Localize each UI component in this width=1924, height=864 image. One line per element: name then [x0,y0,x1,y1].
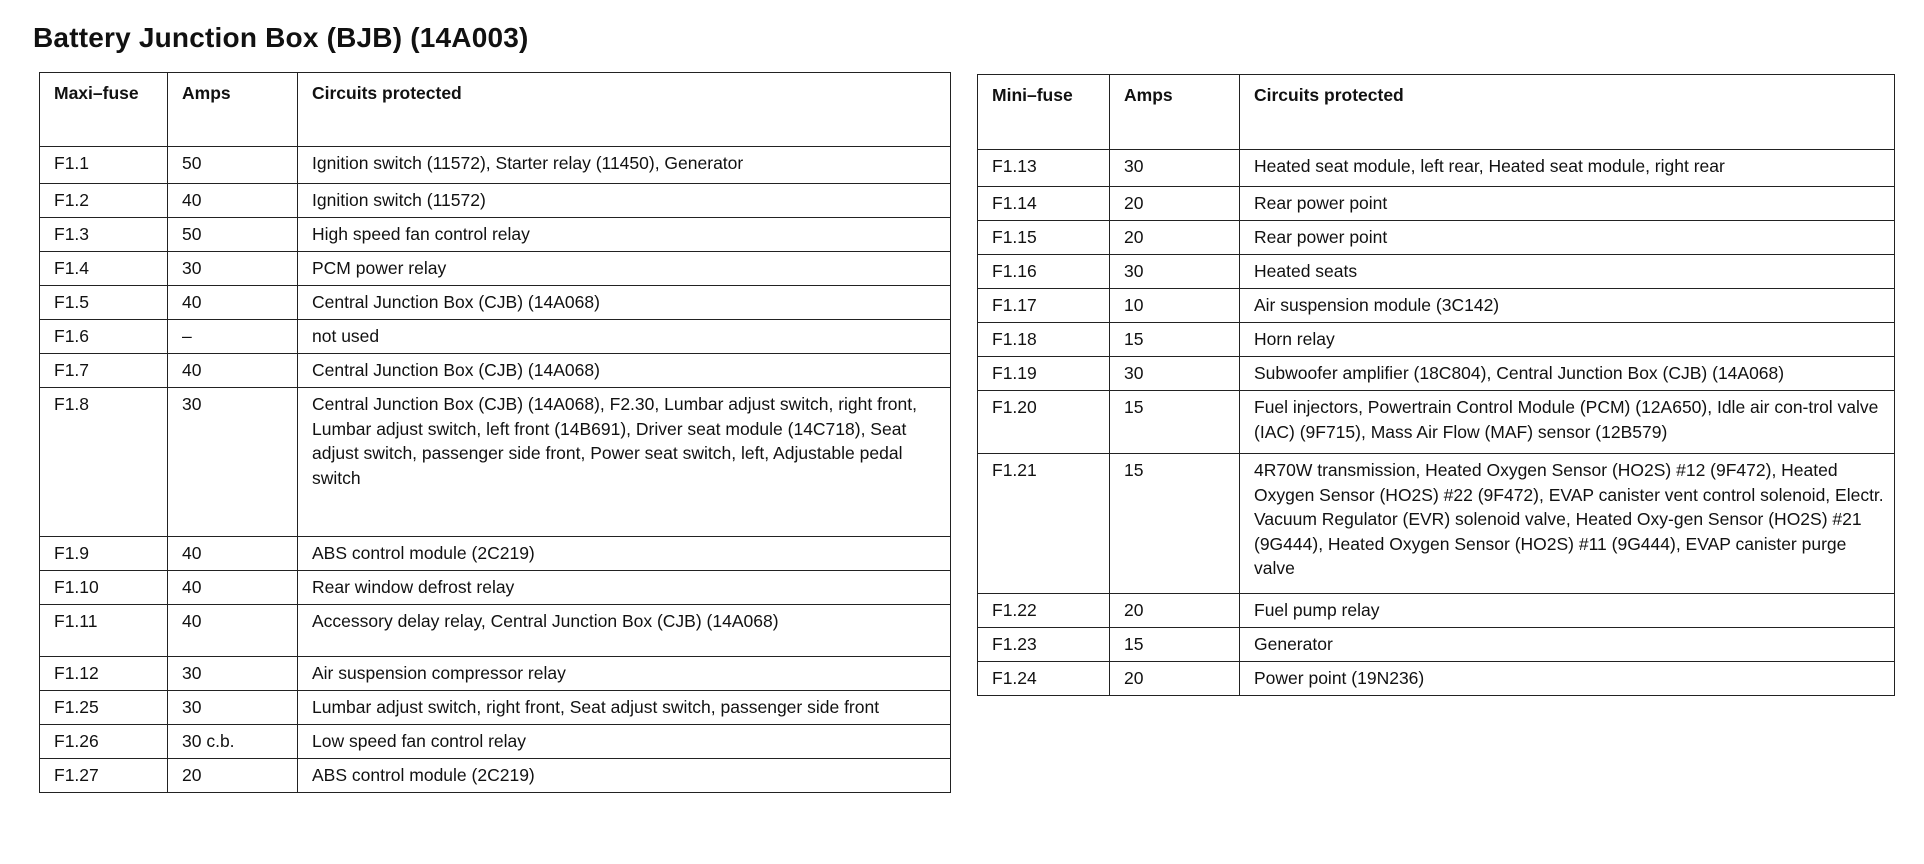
circuits-cell: Rear power point [1240,221,1895,255]
amps-cell: 15 [1110,628,1240,662]
amps-cell: – [168,320,298,354]
table-row [978,628,1895,662]
fuse-cell: F1.21 [978,454,1110,594]
table-row [40,252,951,286]
table-row [40,571,951,605]
table-row [978,391,1895,454]
circuits-cell: Central Junction Box (CJB) (14A068) [298,354,951,388]
amps-cell: 15 [1110,391,1240,454]
circuits-cell: not used [298,320,951,354]
amps-cell: 15 [1110,323,1240,357]
amps-cell: 50 [168,147,298,184]
column-header-fuse: Maxi–fuse [40,73,168,147]
circuits-cell: Ignition switch (11572), Starter relay (11450), Generator [298,147,951,184]
column-header-circuits: Circuits protected [1240,75,1895,150]
table-row [40,759,951,793]
amps-cell: 40 [168,605,298,657]
table-row [40,320,951,354]
table-row [40,218,951,252]
amps-cell: 50 [168,218,298,252]
table-header-row [978,75,1895,150]
amps-cell: 30 [168,252,298,286]
fuse-cell: F1.8 [40,388,168,537]
amps-cell: 30 c.b. [168,725,298,759]
fuse-cell: F1.1 [40,147,168,184]
circuits-cell: Subwoofer amplifier (18C804), Central Junction Box (CJB) (14A068) [1240,357,1895,391]
table-row [40,605,951,657]
fuse-cell: F1.25 [40,691,168,725]
fuse-cell: F1.24 [978,662,1110,696]
circuits-cell: PCM power relay [298,252,951,286]
amps-cell: 40 [168,286,298,320]
fuse-cell: F1.27 [40,759,168,793]
fuse-cell: F1.5 [40,286,168,320]
circuits-cell: Fuel pump relay [1240,594,1895,628]
fuse-cell: F1.11 [40,605,168,657]
circuits-cell: Lumbar adjust switch, right front, Seat adjust switch, passenger side front [298,691,951,725]
table-row [40,184,951,218]
column-header-fuse: Mini–fuse [978,75,1110,150]
table-row [978,594,1895,628]
amps-cell: 10 [1110,289,1240,323]
circuits-cell: ABS control module (2C219) [298,537,951,571]
circuits-cell: Air suspension module (3C142) [1240,289,1895,323]
mini-fuse-table [977,74,1895,696]
amps-cell: 20 [1110,594,1240,628]
amps-cell: 20 [168,759,298,793]
page-title: Battery Junction Box (BJB) (14A003) [33,22,529,53]
amps-cell: 40 [168,537,298,571]
circuits-cell: Accessory delay relay, Central Junction Box (CJB) (14A068) [298,605,951,657]
circuits-cell: Generator [1240,628,1895,662]
table-row [40,725,951,759]
fuse-cell: F1.14 [978,187,1110,221]
table-row [40,537,951,571]
table-row [40,657,951,691]
fuse-cell: F1.19 [978,357,1110,391]
maxi-fuse-table [39,72,951,793]
amps-cell: 40 [168,184,298,218]
table-row [40,147,951,184]
fuse-cell: F1.22 [978,594,1110,628]
circuits-cell: Rear window defrost relay [298,571,951,605]
column-header-amps: Amps [168,73,298,147]
fuse-cell: F1.18 [978,323,1110,357]
fuse-cell: F1.3 [40,218,168,252]
table-row [978,150,1895,187]
circuits-cell: Central Junction Box (CJB) (14A068), F2.30, Lumbar adjust switch, right front, Lumbar adjust switch, left front (14B691), Driver seat module (14C718), Seat adjust switch, passenger side front, Power seat switch, left, Adjustable pedal switch [298,388,951,537]
amps-cell: 30 [168,657,298,691]
circuits-cell: Heated seat module, left rear, Heated seat module, right rear [1240,150,1895,187]
fuse-cell: F1.2 [40,184,168,218]
table-row [978,357,1895,391]
fuse-cell: F1.20 [978,391,1110,454]
fuse-cell: F1.4 [40,252,168,286]
fuse-cell: F1.26 [40,725,168,759]
circuits-cell: Rear power point [1240,187,1895,221]
circuits-cell: Central Junction Box (CJB) (14A068) [298,286,951,320]
fuse-cell: F1.7 [40,354,168,388]
circuits-cell: Air suspension compressor relay [298,657,951,691]
amps-cell: 40 [168,571,298,605]
column-header-amps: Amps [1110,75,1240,150]
amps-cell: 40 [168,354,298,388]
circuits-cell: Horn relay [1240,323,1895,357]
table-row [978,323,1895,357]
fuse-cell: F1.15 [978,221,1110,255]
circuits-cell: Power point (19N236) [1240,662,1895,696]
amps-cell: 15 [1110,454,1240,594]
amps-cell: 20 [1110,187,1240,221]
table-row [978,289,1895,323]
table-row [978,221,1895,255]
table-row [978,187,1895,221]
table-row [978,255,1895,289]
table-row [40,388,951,537]
table-header-row [40,73,951,147]
table-row [978,454,1895,594]
fuse-cell: F1.6 [40,320,168,354]
circuits-cell: High speed fan control relay [298,218,951,252]
fuse-cell: F1.17 [978,289,1110,323]
amps-cell: 20 [1110,221,1240,255]
circuits-cell: Low speed fan control relay [298,725,951,759]
table-row [40,286,951,320]
amps-cell: 30 [1110,150,1240,187]
fuse-cell: F1.12 [40,657,168,691]
table-row [978,662,1895,696]
amps-cell: 30 [1110,255,1240,289]
fuse-cell: F1.10 [40,571,168,605]
fuse-cell: F1.13 [978,150,1110,187]
fuse-cell: F1.9 [40,537,168,571]
circuits-cell: 4R70W transmission, Heated Oxygen Sensor (HO2S) #12 (9F472), Heated Oxygen Sensor (HO2S) #22 (9F472), EVAP canister vent control solenoid, Electr. Vacuum Regulator (EVR) solenoid valve, Heated Oxy-gen Sensor (HO2S) #21 (9G444), Heated Oxygen Sensor (HO2S) #11 (9G444), EVAP canister purge valve [1240,454,1895,594]
circuits-cell: Fuel injectors, Powertrain Control Module (PCM) (12A650), Idle air con-trol valve (IAC) (9F715), Mass Air Flow (MAF) sensor (12B579) [1240,391,1895,454]
amps-cell: 30 [168,388,298,537]
circuits-cell: Heated seats [1240,255,1895,289]
column-header-circuits: Circuits protected [298,73,951,147]
fuse-cell: F1.16 [978,255,1110,289]
table-row [40,691,951,725]
table-row [40,354,951,388]
amps-cell: 30 [168,691,298,725]
amps-cell: 30 [1110,357,1240,391]
fuse-cell: F1.23 [978,628,1110,662]
circuits-cell: Ignition switch (11572) [298,184,951,218]
circuits-cell: ABS control module (2C219) [298,759,951,793]
amps-cell: 20 [1110,662,1240,696]
